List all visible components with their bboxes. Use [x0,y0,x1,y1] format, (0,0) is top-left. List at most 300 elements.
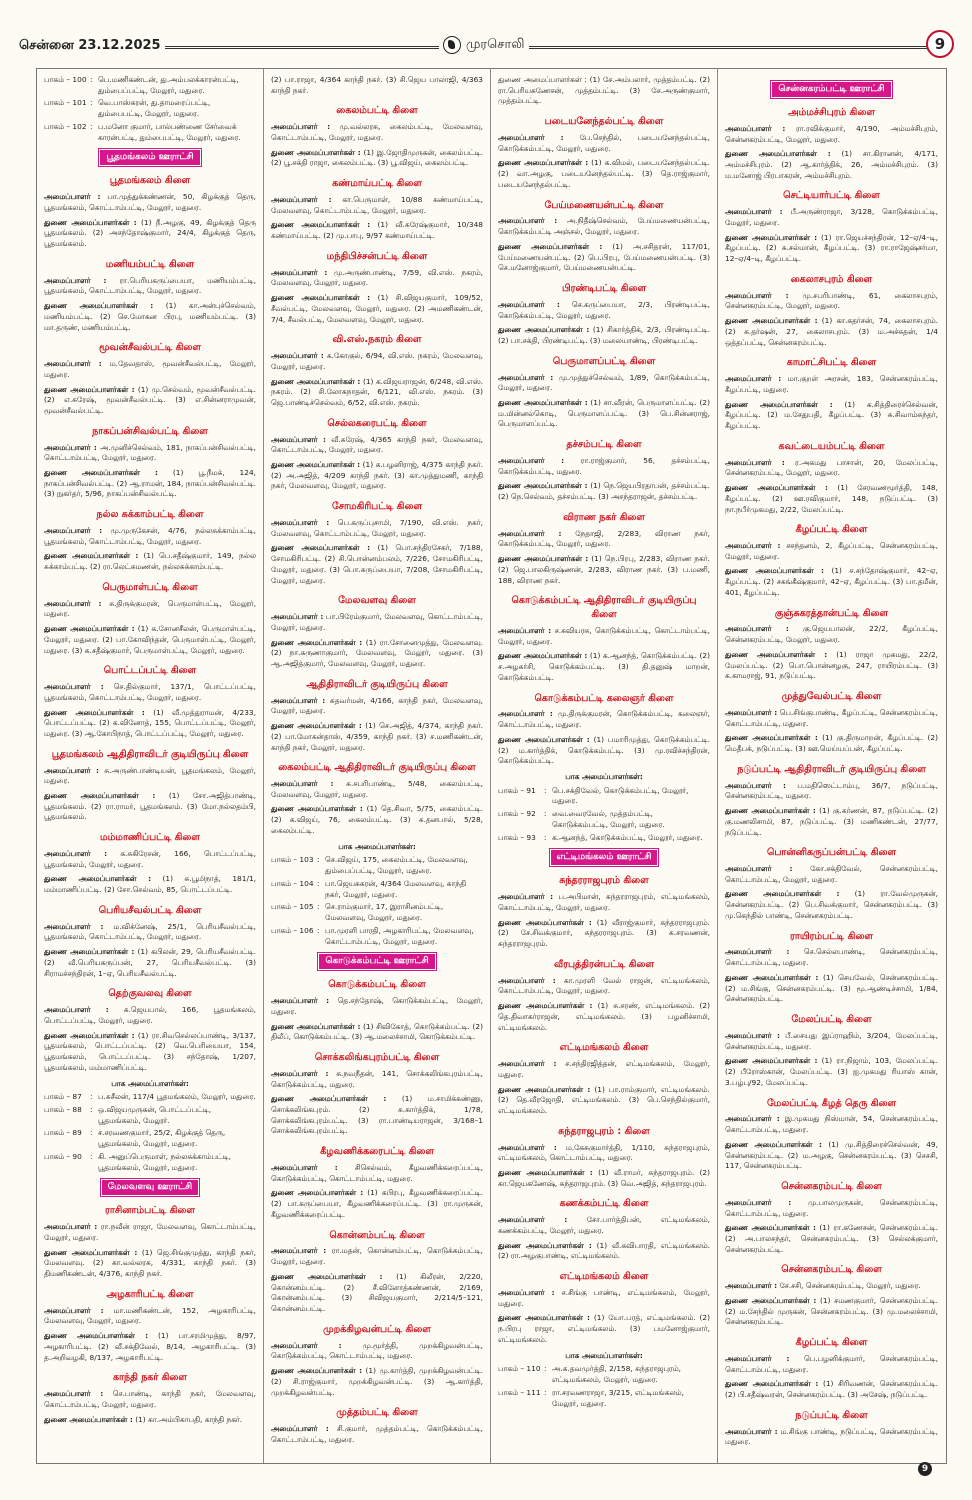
organiser-label: அமைப்பாளர் : [44,1389,104,1399]
organiser-entry [725,1427,938,1448]
organiser-details: ச.சந்திரஜித்தன், எட்டிமங்கலம், மேலூர், மதுரை. [498,1059,710,1079]
separator: : [90,1151,93,1161]
masthead [19,30,954,60]
deputy-label: துணை அமைப்பாளர்கள் : [725,566,825,576]
organiser-label: அமைப்பாளர் : [44,1222,98,1232]
booth-number: பாகம் – 87 [44,1092,82,1102]
deputy-details: (1) பா.ராம்குமார், எட்டிமங்கலம். (2) தெ.வீரஜோதி, எட்டிமங்கலம். (3) பெ.செந்தில்குமார், எட்டிமங்கலம். [498,1084,710,1116]
organiser-details: வீ.சுரேஷ், 4/365 காந்தி நகர், மேலவளவு, கொட்டாம்பட்டி, மேலூர், மதுரை. [271,434,484,455]
organiser-details: நேதாஜி, 2/283, விராண நகர், கொடுக்கம்பட்டி, மேலூர், மதுரை. [498,528,710,549]
booth-entry [498,1388,710,1409]
organiser-entry [44,599,256,620]
deputy-organisers-entry [498,481,710,502]
deputy-details: (1) ரா.கணேசன், சென்னகரம்பட்டி. (2) அ.பாலசந்தர், சென்னகரம்பட்டி. (3) செல்லக்குமார், சென்னகரம்பட்டி. [725,1223,938,1254]
deputy-label: துணை அமைப்பாளர்கள் : [271,721,362,731]
organiser-label: அமைப்பாளர் : [271,194,332,204]
organiser-label: அமைப்பாளர் : [44,359,102,369]
organiser-details: செ.கருப்பையா, 2/3, பிரண்டிபட்டி, கொடுக்கம்பட்டி, மேலூர், மதுரை. [498,299,710,320]
branch-heading: மணியம்பட்டி கிளை [105,258,195,270]
branch-heading: கொடுக்கம்பட்டி கலைஞர் கிளை [534,692,674,704]
organiser-entry [725,624,938,645]
booth-entry [498,786,710,807]
branch-heading: மேலப்பட்டி கீழத் தெரு கிளை [766,1097,897,1109]
organiser-label: அமைப்பாளர் : [498,455,565,465]
organiser-details: பீ.சையது இப்ராஹிம், 3/204, மேலப்பட்டி, சென்னகரம்பட்டி, மதுரை. [725,1030,938,1051]
branch-heading: சுந்தராஜபுரம் : கிளை [558,1125,650,1137]
deputy-organisers-entry [44,1248,256,1280]
deputy-organisers-entry [498,918,710,950]
branch-heading: பொட்டப்பட்டி கிளை [103,665,197,677]
booth-entry [44,1092,256,1103]
booth-organiser: பா.ஜெயசுகரன், 4/364 மேலவளவு, காந்தி நகர், மேலூர், மதுரை. [325,878,467,899]
deputy-details: (1) க.சித்திரைச்செல்வன், கீழப்பட்டி. (2) ம.சேதுபதி, கீழப்பட்டி. (3) சு.சிவாம்சுந்தர், கீழப்பட்டி. [725,399,938,431]
deputy-organisers-entry [44,218,256,250]
organiser-label: அமைப்பாளர் : [725,624,789,634]
branch-heading: தச்சம்பட்டி கிளை [566,439,642,451]
organiser-entry [498,133,710,154]
branch-heading: பிரண்டிபட்டி கிளை [561,283,647,295]
organiser-details: ச.கவியரசு, கொடுக்கம்பட்டி, கொட்டாம்பட்டி, மேலூர், மதுரை. [498,625,710,646]
branch-heading: பூதமங்கலம் கிளை [109,175,191,187]
deputy-details: (1) மு.செல்வம், மூவன்சீவல்பட்டி. (2) எ.சுரேஷ், மூவன்சீவல்பட்டி. (3) எ.சின்னராமுவன், மூவன்சீவல்பட்டி. [44,384,256,416]
branch-heading: கவட்டையம்பட்டி கிளை [778,440,885,452]
deputy-label: துணை அமைப்பாளர்கள் : [44,1030,135,1040]
deputy-details: (1) சிகார்த்திக், 2/3, பிரண்டிபட்டி. (2) பா.சக்தி, பிரண்டிபட்டி. (3) மலையாண்டி, பிரண்டிபட்டி. [498,325,710,346]
organiser-details: பே.செந்தில், படையனேந்தல்பட்டி, கொடுக்கம்பட்டி, மேலூர், மதுரை. [498,132,710,153]
deputy-label: துணை அமைப்பாளர்கள் : [498,734,590,744]
organiser-entry [271,435,483,456]
panchayat-banner: சென்னகரம்பட்டி ஊராட்சி [771,81,891,98]
booth-number: பாகம் – 100 [44,75,87,84]
branch-heading: பூதமங்கலம் ஆதிதிராவிடர் குடியிருப்பு கிளை [51,748,249,760]
booth-entry [44,1105,256,1126]
organiser-entry [44,922,256,943]
organiser-label: அமைப்பாளர் : [271,612,324,622]
booth-organiser: செ.விஜய், 175, கைலம்பட்டி, மேலவளவு, தும்பைப்பட்டி, மேலூர், மதுரை. [325,855,468,876]
deputy-label: துணை அமைப்பாளர்கள் : [498,554,589,564]
deputy-details: (1) ராஜா முகமது, 22/2, மேலப்பட்டி. (2) பொ.பொன்னழகு, 247, ராயிரம்பட்டி. (3) க.காமராஜ், 91, நடுப்பட்டி. [725,649,938,681]
organiser-entry [44,276,256,297]
organiser-details: க.கோகுல், 6/94, வி.எஸ். நகரம், மேலவளவு, மேலூர், மதுரை. [271,351,483,371]
organiser-label: அமைப்பாளர் : [725,1030,780,1040]
deputy-details: (1) இ.ஜோதிமுருகன், கைலம்பட்டி. (2) பூ.சக்தி ராஜா, கைலம்பட்டி. (3) பூ.விஜய், கைலம்பட்டி. [271,147,483,168]
deputy-organisers-entry [271,1366,483,1398]
organiser-entry [498,1143,710,1164]
organiser-entry [725,124,938,145]
deputy-organisers-entry [271,1272,483,1315]
panchayat-banner: பூதமங்கலம் ஊராட்சி [99,149,200,166]
organiser-entry [271,612,483,633]
deputy-label: துணை அமைப்பாளர்கள் : [271,1188,364,1198]
organiser-label: அமைப்பாளர் : [44,1305,104,1315]
organiser-details: ரா.மதன், கொன்னம்பட்டி, கொடுக்கம்பட்டி, மேலூர், மதுரை. [271,1246,483,1267]
deputy-label: துணை அமைப்பாளர்கள் : [44,1414,133,1424]
organiser-details: ம.கேசுகுமார்த்தி, 1/110, சுந்தராஜபுரம், எட்டிமங்கலம், கொட்டாம்பட்டி, மதுரை. [498,1142,710,1163]
branch-heading: பொன்னிகருப்பன்பட்டி கிளை [766,847,897,859]
deputy-details: (1) சேரவணமூர்த்தி, 148, கீழப்பட்டி. (2) ஊ.ரவிகுமார், 148, நடுப்பட்டி. (3) நா.நபீர்முகமது, 2/22, மேலப்பட்டி. [725,483,938,514]
organiser-entry [271,195,483,216]
organiser-details: ரா.பெரியகருப்பையா, மணியம்பட்டி, பூதமங்கலம், கொட்டாம்பட்டி, மேலூர், மதுரை. [44,275,256,296]
column-4 [718,69,945,1463]
organiser-label: அமைப்பாளர் : [271,996,330,1006]
organiser-entry [44,443,256,464]
organiser-details: மா.குறள் அரசன், 183, சென்னகரம்பட்டி, கீழப்பட்டி, மதுரை. [725,374,938,394]
deputy-details: (1) ம.சாமிக்கண்ணு, சொக்கலிங்கபுரம். (2) சு.கார்த்திக், 1/78, சொக்கலிங்கபுரம்பட்டி. (3) ரா.பாண்டியராஜன், 3/168–1 சொக்கலிங்கபுரம்பட்டி. [271,1094,483,1136]
deputy-details: (1) சா.வீரன், பெருமாளப்பட்டி. (2) ம.மின்னல்கொடி, பெருமாளப்பட்டி. (3) பெ.சின்னராஜ், பெருமாளப்பட்டி. [498,398,710,429]
branch-heading: காந்தி நகர் கிளை [112,1372,187,1384]
organiser-label: அமைப்பாளர் : [725,1281,778,1291]
deputy-details: (1) கிலீரன், 2/220, கொன்னம்பட்டி. (2) சீ.விளோத்கண்ணன், 2/169, கொன்னம்பட்டி. (3) சிவிஜயகுமார், 2/214/5–121, கொன்னம்பட்டி. [271,1271,483,1314]
deputy-organisers-entry [271,804,483,836]
organiser-label: அமைப்பாளர் : [498,299,560,309]
deputy-label: துணை அமைப்பாளர்கள் : [271,147,361,157]
booth-entry [44,1128,256,1149]
organiser-details: செ.பாண்டி, காந்தி நகர், மேலவளவு, கொட்டாம்பட்டி, மேலூர், மதுரை. [44,1389,256,1409]
organiser-entry [498,1288,710,1309]
column-1 [37,69,264,1463]
booth-number: பாகம் – 101 [44,98,87,108]
deputy-label: துணை அமைப்பாளர்கள் : [271,1271,383,1281]
organiser-details: சு.திருக்குமரன், பெருமாள்பட்டி, மேலூர், மதுரை. [44,598,257,619]
deputy-label: துணை அமைப்பாளர்கள் : [725,1223,816,1233]
organiser-label: அமைப்பாளர் : [725,374,782,384]
deputy-label: துணை அமைப்பாளர்கள் : [271,1021,361,1031]
deputy-organisers-entry [498,398,710,430]
organiser-label: அமைப்பாளர் : [44,682,104,692]
branch-heading: வீரபுத்திரன்பட்டி கிளை [553,958,654,970]
deputy-label: துணை அமைப்பாளர்கள் : [44,301,154,311]
branch-heading: எட்டிமங்கலம் கிளை [559,1271,649,1283]
deputy-organisers-entry [725,1140,938,1172]
organiser-details: சு.நவநீதன், 141, சொக்கலிங்கபுரம்பட்டி, கொடுக்கம்பட்டி, மதுரை. [271,1068,483,1089]
organiser-label: அமைப்பாளர் : [271,1162,338,1172]
organiser-label: அமைப்பாளர் : [271,122,331,132]
booth-organiser: பெ.சக்திவேல், கொடுக்கம்பட்டி, மேலூர், மதுரை. [552,785,689,806]
organiser-details: இ.முகமது நிஸ்மான், 54, சென்னகரம்பட்டி, கொட்டாம்பட்டி, மதுரை. [725,1114,938,1135]
deputy-organisers-entry [271,1022,483,1043]
organiser-entry [44,1389,256,1410]
branch-heading: செல்லகரைபட்டி கிளை [327,417,427,429]
organiser-entry [44,766,256,787]
branch-heading: நடுப்பட்டி ஆதிதிராவிடர் குடியிருப்பு கிளை [737,763,926,775]
organiser-entry [498,300,710,321]
organiser-entry [271,1341,483,1362]
organiser-details: சு.அருண்பாண்டியன், பூதமங்கலம், மேலூர், மதுரை. [44,765,256,786]
organiser-label: அமைப்பாளர் : [44,525,103,535]
organiser-label: அமைப்பாளர் : [725,1353,790,1363]
separator: : [90,98,93,108]
organiser-entry [725,374,938,395]
organiser-details: மு.வல்லரசு, கைலம்பட்டி, மேலவளவு, கொட்டாம்பட்டி, மேலூர், மதுரை. [271,122,483,142]
organiser-label: அமைப்பாளர் : [498,216,558,226]
organiser-details: சோ.பார்த்திபன், எட்டிமங்கலம், கணக்கம்பட்டி, மேலூர், மதுரை. [498,1215,710,1235]
organiser-label: அமைப்பாளர் : [498,528,562,538]
organiser-details: சே.சசி, சென்னகரம்பட்டி, மேலூர், மதுரை. [779,1281,921,1291]
organiser-details: பெ.சிங்குபாண்டி, கீழப்பட்டி, சென்னகரம்பட்டி, கொட்டாம்பட்டி, மதுரை. [725,707,938,728]
deputy-label: துணை அமைப்பாளர்கள் : [271,1094,387,1104]
organiser-details: கு.ஜெயபாலன், 22/2, கீழப்பட்டி, சென்னகரம்பட்டி, மேலூர், மதுரை. [725,624,939,645]
branch-heading: கொடுக்கம்பட்டி கிளை [328,979,426,991]
deputy-organisers-entry [44,1331,256,1363]
organiser-entry [44,526,256,547]
deputy-details: (1) வீராஜ்குமார், சுந்தரராஜபுரம். (2) சே.சிவக்குமார், சுந்தரராஜபுரம். (3) சு.சரவணன், சுந்தரராஜபுரம். [498,917,710,949]
deputy-details: (1) சு.சரண், எட்டிமங்கலம். (2) தெ.திவாகர்ராஜன், எட்டிமங்கலம். (3) பழனிச்சாமி, எட்டிமங்கலம். [498,1001,710,1032]
booth-organiser: செ.ராம்குமார், 17, இராசினம்பட்டி, மேலவளவு, மேலூர், மதுரை. [325,902,444,923]
organiser-label: அமைப்பாளர் : [271,267,328,277]
branch-heading: மேலப்பட்டி கிளை [791,1014,872,1026]
deputy-details: (1) சிவிகோத், கொடுக்கம்பட்டி. (2) திலீப், கொடுக்கம்பட்டி. (3) ஆ.மலைச்சாமி, கொடுக்கம்பட்டி. [271,1021,483,1042]
booth-organiser: ஒ.விஜயமுருகன், பொட்டப்பட்டி, பூதமங்கலம், மேலூர். [98,1105,212,1125]
separator: : [90,1105,93,1114]
organiser-entry [725,1354,938,1375]
deputy-label: துணை அமைப்பாளர்கள் : [725,483,828,493]
branch-heading: மூவன்சீவல்பட்டி கிளை [99,342,201,354]
organiser-label: அமைப்பாளர் : [271,1340,342,1350]
separator: : [317,925,320,935]
deputy-details: (1) மு.சித்திரைச்செல்வன், 49, சென்னகரம்பட்டி. (2) ம.அழகு, சென்னகரம்பட்டி. (3) செசசி, 117, சென்னகரம்பட்டி. [725,1139,938,1171]
deputy-label: துணை அமைப்பாளர்கள் : [498,651,588,661]
deputy-label: துணை அமைப்பாளர்கள் : [271,804,363,814]
deputy-label: துணை அமைப்பாளர்கள் : [498,1168,593,1177]
organiser-details: மு.முருகேசன், 4/76, நல்லசுக்காம்பட்டி, பூதமங்கலம், கொட்டாம்பட்டி, மேலூர், மதுரை. [44,525,256,546]
organiser-entry [271,1069,483,1090]
deputy-organisers-entry [498,325,710,346]
organiser-label: அமைப்பாளர் : [498,372,554,382]
deputy-details: (1) பெ.சதீஷ்குமார், 149, நல்ல சுக்காம்பட்டி. (2) ரா.லெட்சுமணன், நல்லசுக்காம்பட்டி. [44,551,256,572]
branch-heading: முத்தம்பட்டி கிளை [336,1407,418,1419]
branch-heading: அழகாரிபட்டி கிளை [106,1288,194,1300]
deputy-label: துணை அமைப்பாளர்கள் : [271,1366,363,1376]
organiser-label: அமைப்பாளர் : [725,290,789,300]
organiser-entry [498,1059,710,1080]
booth-number: பாகம் – 110 [498,1364,541,1374]
deputy-label: துணை அமைப்பாளர்கள் : [498,1001,593,1011]
deputy-details: (1) க.ஆனந்த், கொடுக்கம்பட்டி. (2) ச.அழகர்சி, கொடுக்கம்பட்டி. (3) தி.தனுஷ் மாறன், கொடுக்கம்பட்டி. [498,651,710,682]
organiser-entry [498,892,710,913]
organiser-details: ப.அபிமான், சுந்தரராஜபுரம், எட்டிமங்கலம், கொட்டாம்பட்டி, மேலூர், மதுரை. [498,892,710,912]
organiser-details: ம.தேவதாஸ், மூவன்சீவல்பட்டி, மேலூர், மதுரை. [44,359,256,379]
organiser-details: ம.சிங்கு பாண்டி, நடுப்பட்டி, சென்னகரம்பட்டி, மதுரை. [725,1426,938,1447]
deputy-organisers-entry [44,1031,256,1074]
organiser-details: பெ.பழனிக்குமார், சென்னகரம்பட்டி, கொட்டாம்பட்டி, மதுரை. [725,1353,939,1374]
deputy-details: (1) பா.சரமிமுத்து, 8/97, அழகாரிபட்டி. (2) வீ.சக்திவேல், 8/14, அழகாரிபட்டி. (3) த.அறிவழகி, 8/137, அழகாரிபட்டி. [44,1331,256,1362]
branch-heading: செட்டியார்பட்டி கிளை [783,190,880,202]
panchayat-banner: கொடுக்கம்பட்டி ஊராட்சி [318,953,435,970]
organiser-label: அமைப்பாளர் : [725,1197,792,1207]
deputy-organisers-entry [44,1415,256,1426]
deputy-details: (1) நெ.பிரபு, 2/283, விராண நகர். (2) ஜெ.பாலகிருஷ்ணன், 2/283, விராண நகர். (3) ப.மணி, 188, விராண நகர். [498,554,710,585]
branch-heading: சுந்தரராஜபுரம் கிளை [559,875,649,887]
organiser-label: அமைப்பாளர் : [498,1059,557,1069]
deputy-details: (1) பமாரிமுத்து, கொடுக்கம்பட்டி. (2) ம.கார்த்திக், கொடுக்கம்பட்டி. (3) மு.ரவிச்சந்திரன், கொடுக்கம்பட்டி. [498,734,710,766]
organiser-entry [498,529,710,550]
organiser-entry [725,864,938,885]
deputy-organisers-entry [44,947,256,979]
branch-heading: நாகப்பன்சிவல்பட்டி கிளை [92,425,208,437]
organiser-entry [271,268,483,289]
edition-date: சென்னை 23.12.2025 [19,38,165,54]
organiser-label: அமைப்பாளர் : [725,864,793,874]
organiser-entry [44,359,256,380]
organiser-entry [271,351,483,372]
separator: : [544,809,547,819]
organiser-details: மு.சபரிபாண்டி, 61, கைலாசபுரம், சென்னகரம்பட்டி, மேலூர், மதுரை. [725,290,938,311]
booth-number: பாகம் – 106 [271,925,314,935]
deputy-label: துணை அமைப்பாளர்கள் : [271,637,363,647]
deputy-organisers-entry [725,1379,938,1400]
deputy-label: துணை அமைப்பாளர்கள் : [725,232,818,242]
deputy-details: (1) வீ.முத்துராமன், 4/233, பொட்டப்பட்டி. (2) க.வினோத், 155, பொட்டப்பட்டி, மேலூர், மதுரை. (3) ஆ.கோபிநாத், பொட்டப்பட்டி, மேலூர், மதுரை. [44,707,256,739]
booth-organiser: ச.சரவணகுமார், 25/2, கிழக்குத் தெரு, பூதமங்கலம், மேலூர், மதுரை. [98,1128,226,1149]
deputy-organisers-entry [498,1241,710,1262]
deputy-details: (1) ரா.சிவசெல்லப்பாண்டி, 3/137, பூதமங்கலம், பொட்டப்பட்டி. (2) வெ.பெரியையா, 154, பூதமங்கலம், பொட்டப்பட்டி. (3) சந்தோஷ், 1/207, பூதமங்கலம், மம்மாணிப்பட்டி. [44,1030,256,1072]
column-3 [491,69,718,1463]
deputy-details: (1) செயவேல், சென்னகரம்பட்டி. (2) ம.சிங்கு, சென்னகரம்பட்டி. (3) மூ.ஆண்டிச்சாமி, 1/84, சென்னகரம்பட்டி. [725,972,938,1004]
deputy-details: (1) பூ.நீமக், 124, நாகப்பன்சிவல்பட்டி. (2) ஆ.ராமன், 184, நாகப்பன்சிவல்பட்டி. (3) நுகர்தர், 5/96, நாகப்பன்சிவல்பட்டி. [44,468,256,499]
organiser-entry [498,709,710,730]
deputy-details: (1) கா.அன்புச்செல்வம், மணியம்பட்டி. (2) செ.மோகன பிரபு, மணியம்பட்டி. (3) மா.தருண், மணியம்பட்டி. [44,301,256,332]
branch-heading: கீழப்பட்டி கிளை [795,1337,868,1349]
organiser-details: பெ.கருப்புசாமி, 7/190, வி.எஸ். நகர், மேலவளவு, கொட்டாம்பட்டி, மேலூர், மதுரை. [271,517,483,538]
booth-entry [271,902,483,923]
deputy-organisers-entry [271,460,483,492]
organiser-entry [44,1222,256,1243]
deputy-organisers-entry [725,650,938,682]
branch-heading: நடுப்பட்டி கிளை [795,1409,868,1421]
organiser-label: அமைப்பாளர் : [44,598,102,608]
booth-entry [498,809,710,830]
paragraph: துணை அமைப்பாளர்கள் : (1) சே.அம்பலார், முத்தம்பட்டி. (2) ரா.பெரியகணேசன், முத்தம்பட்டி. (3) சே.அருண்குமார், முத்தம்பட்டி. [498,75,710,106]
organiser-label: அமைப்பாளர் : [498,625,552,635]
booth-number: பாகம் – 90 [44,1151,82,1161]
branch-heading: முறக்கிழவன்பட்டி கிளை [323,1323,431,1335]
deputy-organisers-entry [271,148,483,169]
branch-heading: ராயிரம்பட்டி கிளை [789,930,874,942]
branch-heading: தெற்குவலவு கிளை [108,988,192,1000]
deputy-label: துணை அமைப்பாளர்கள் : [725,649,828,659]
organiser-entry [725,947,938,968]
deputy-label: துணை அமைப்பாளர்கள் : [44,624,135,634]
deputy-label: துணை அமைப்பாளர்கள் : [44,217,137,227]
deputy-label: துணை அமைப்பாளர்கள் : [44,468,158,477]
deputy-organisers-entry [498,651,710,683]
organiser-label: அமைப்பாளர் : [725,541,781,550]
deputy-label: துணை அமைப்பாளர்கள் : [725,1056,818,1066]
deputy-details: (1) ரா.ஜெயச்சந்திரன், 12–ஏ/4–டி, கீழப்பட்டி. (2) சு.சல்மான், கீழப்பட்டி. (3) ரா.ராஜேஷ்சர்மா, 12–ஏ/4–டி, கீழப்பட்டி. [725,232,938,264]
deputy-label: துணை அமைப்பாளர்கள் : [271,459,361,469]
branch-heading: கைலம்பட்டி ஆதிதிராவிடர் குடியிருப்பு கிளை [278,762,476,774]
booth-number: பாகம் – 102 [44,121,87,131]
branch-heading: சொக்கலிங்கபுரம்பட்டி கிளை [314,1052,440,1064]
organiser-details: பா.முத்துக்கண்ணன், 50, கிழக்குத் தெரு, பூதமங்கலம், கொட்டாம்பட்டி, மேலூர், மதுரை. [44,192,256,212]
booth-entry [498,833,710,844]
branch-heading: காமாட்சிபட்டி கிளை [786,357,877,369]
organiser-entry [271,779,483,800]
deputy-organisers-entry [271,377,483,409]
booth-organisers-heading: பாக அமைப்பாளர்கள்: [565,1350,643,1360]
organiser-label: அமைப்பாளர் : [44,192,101,202]
organiser-details: ரா.நவீன் ராஜா, மேலவளவு, கொட்டாம்பட்டி, மேலூர், மதுரை. [44,1222,256,1242]
booth-entry [44,98,256,119]
deputy-organisers-entry [271,1188,483,1220]
deputy-label: துணை அமைப்பாளர்கள் : [271,543,371,553]
deputy-organisers-entry [498,158,710,190]
deputy-label: துணை அமைப்பாளர்கள் : [44,384,135,394]
deputy-details: (1) செ.அஜித், 4/374, காந்தி நகர். (2) பா.மோகன்தாஸ், 4/359, காந்தி நகர். (3) ச.மணிகண்டன், காந்தி நகர், மேலூர், மதுரை. [271,721,483,752]
organiser-entry [44,682,256,703]
organiser-entry [44,1306,256,1327]
booth-number: பாகம் – 105 [271,902,314,912]
organiser-entry [498,216,710,237]
panchayat-banner: எட்டிமங்கலம் ஊராட்சி [550,849,659,866]
organiser-entry [725,458,938,479]
organiser-details: ர.அகமது பாசான், 20, மேலப்பட்டி, சென்னகரம்பட்டி, மேலூர், மதுரை. [725,457,938,478]
branch-heading: மேலவளவு கிளை [338,595,416,607]
organiser-label: அமைப்பாளர் : [725,207,783,217]
booth-organiser: பெ.மணிகண்டன், து.அம்பலக்காரன்பட்டி, தும்பைப்பட்டி, மேலூர், மதுரை. [98,75,239,95]
organiser-label: அமைப்பாளர் : [498,975,556,985]
organiser-label: அமைப்பாளர் : [44,921,104,931]
deputy-organisers-entry [725,1056,938,1088]
organiser-entry [271,996,483,1017]
deputy-organisers-entry [44,551,256,572]
organiser-entry [725,708,938,729]
branch-heading: பெருமாள்பட்டி கிளை [102,581,198,593]
organiser-label: அமைப்பாளர் : [44,765,99,775]
deputy-organisers-entry [725,1296,938,1328]
column-2 [264,69,491,1463]
booth-organiser: ப.சுசீலன், 117/4 பூதமங்கலம், மேலூர், மதுரை. [98,1092,256,1102]
organiser-details: மு.மூர்த்தி, முறக்கிழவன்பட்டி, கொடுக்கம்பட்டி, கொட்டாம்பட்டி, மதுரை. [271,1340,483,1361]
deputy-organisers-entry [725,149,938,181]
branch-heading: கண்மாய்பட்டி கிளை [332,178,422,190]
booth-organiser: வெ.பாஸ்கரன், து.தாமரைப்பட்டி, தும்பைபட்டி, மேலூர், மதுரை. [98,98,211,119]
booth-organisers-heading: பாக அமைப்பாளர்கள்: [111,1078,189,1088]
deputy-details: (1) க.சோனசீலன், பெருமாள்பட்டி, மேலூர், மதுரை. (2) பா.கோவிந்தன், பெருமாள்பட்டி, மேலூர், மதுரை. (3) சு.சதீஷ்குமார், பெருமாள்பட்டி, மேலூர், மதுரை. [44,624,256,655]
organiser-details: கா.முரளி வேல் ராஜன், எட்டிமங்கலம், கொட்டாம்பட்டி, மேலூர், மதுரை. [498,975,710,996]
booth-number: பாகம் – 92 [498,809,536,819]
deputy-organisers-entry [44,624,256,656]
organiser-details: மா.மணிகண்டன், 152, அழகாரிபட்டி, மேலவளவு, மேலூர், மதுரை. [44,1305,256,1326]
deputy-organisers-entry [725,400,938,432]
booth-number: பாகம் – 104 [271,878,314,888]
deputy-organisers-entry [498,1001,710,1033]
deputy-details: (1) நீ.அழகு, 49, கிழக்குத் தெரு பூதமங்கலம். (2) அசந்தோஷ்குமார், 24/4, கிழக்குத் தெரு, பூதமங்கலம். [44,217,256,249]
deputy-label: துணை அமைப்பாளர்கள் : [725,1379,819,1389]
organiser-label: அமைப்பாளர் : [44,848,108,858]
deputy-details: (1) அ.சசிதரன், 117/01, பேய்மணையன்பட்டி. (2) பெ.பிரபு, பேய்மணையன்பட்டி. (3) செ.மனோஜ்குமார், பேய்மணையன்பட்டி. [498,241,710,273]
deputy-organisers-entry [271,638,483,670]
organiser-label: அமைப்பாளர் : [725,123,786,133]
organiser-entry [498,456,710,477]
branch-heading: கைலாசபுரம் கிளை [790,273,873,285]
booth-organiser: வை.வைரவேல், முத்தம்பட்டி, கொடுக்கம்பட்டி, மேலூர், மதுரை. [552,809,665,829]
organiser-label: அமைப்பாளர் : [725,1114,780,1124]
deputy-details: (1) சிரிவணன், சென்னகரம்பட்டி. (2) பி.சதீஷ்வரன், சென்னகரம்பட்டி. (3) அசேஷ், நடுப்பட்டி. [725,1379,938,1400]
branch-heading: கீழவணிக்கரைபட்டி கிளை [320,1146,434,1158]
deputy-organisers-entry [725,889,938,921]
branch-heading: கைலம்பட்டி கிளை [336,105,418,117]
organiser-details: சுதவர்மன், 4/166, காந்தி நகர், மேலவளவு, மேலூர், மதுரை. [271,695,484,716]
deputy-label: துணை அமைப்பாளர்கள் : [44,1331,149,1341]
deputy-details: (1) நெ.ஜெயபிரதாபன், தச்சம்பட்டி. (2) நெ.செல்வம், தச்சம்பட்டி. (3) அசந்தராஜன், தச்சம்பட்டி. [498,481,710,502]
organiser-entry [498,626,710,647]
newspaper-name [439,36,529,54]
deputy-label: துணை அமைப்பாளர்கள் : [498,481,588,491]
branch-heading: முத்துவேல்பட்டி கிளை [781,691,882,703]
organiser-entry [725,781,938,802]
newspaper-title: முரசொலி [466,37,525,52]
